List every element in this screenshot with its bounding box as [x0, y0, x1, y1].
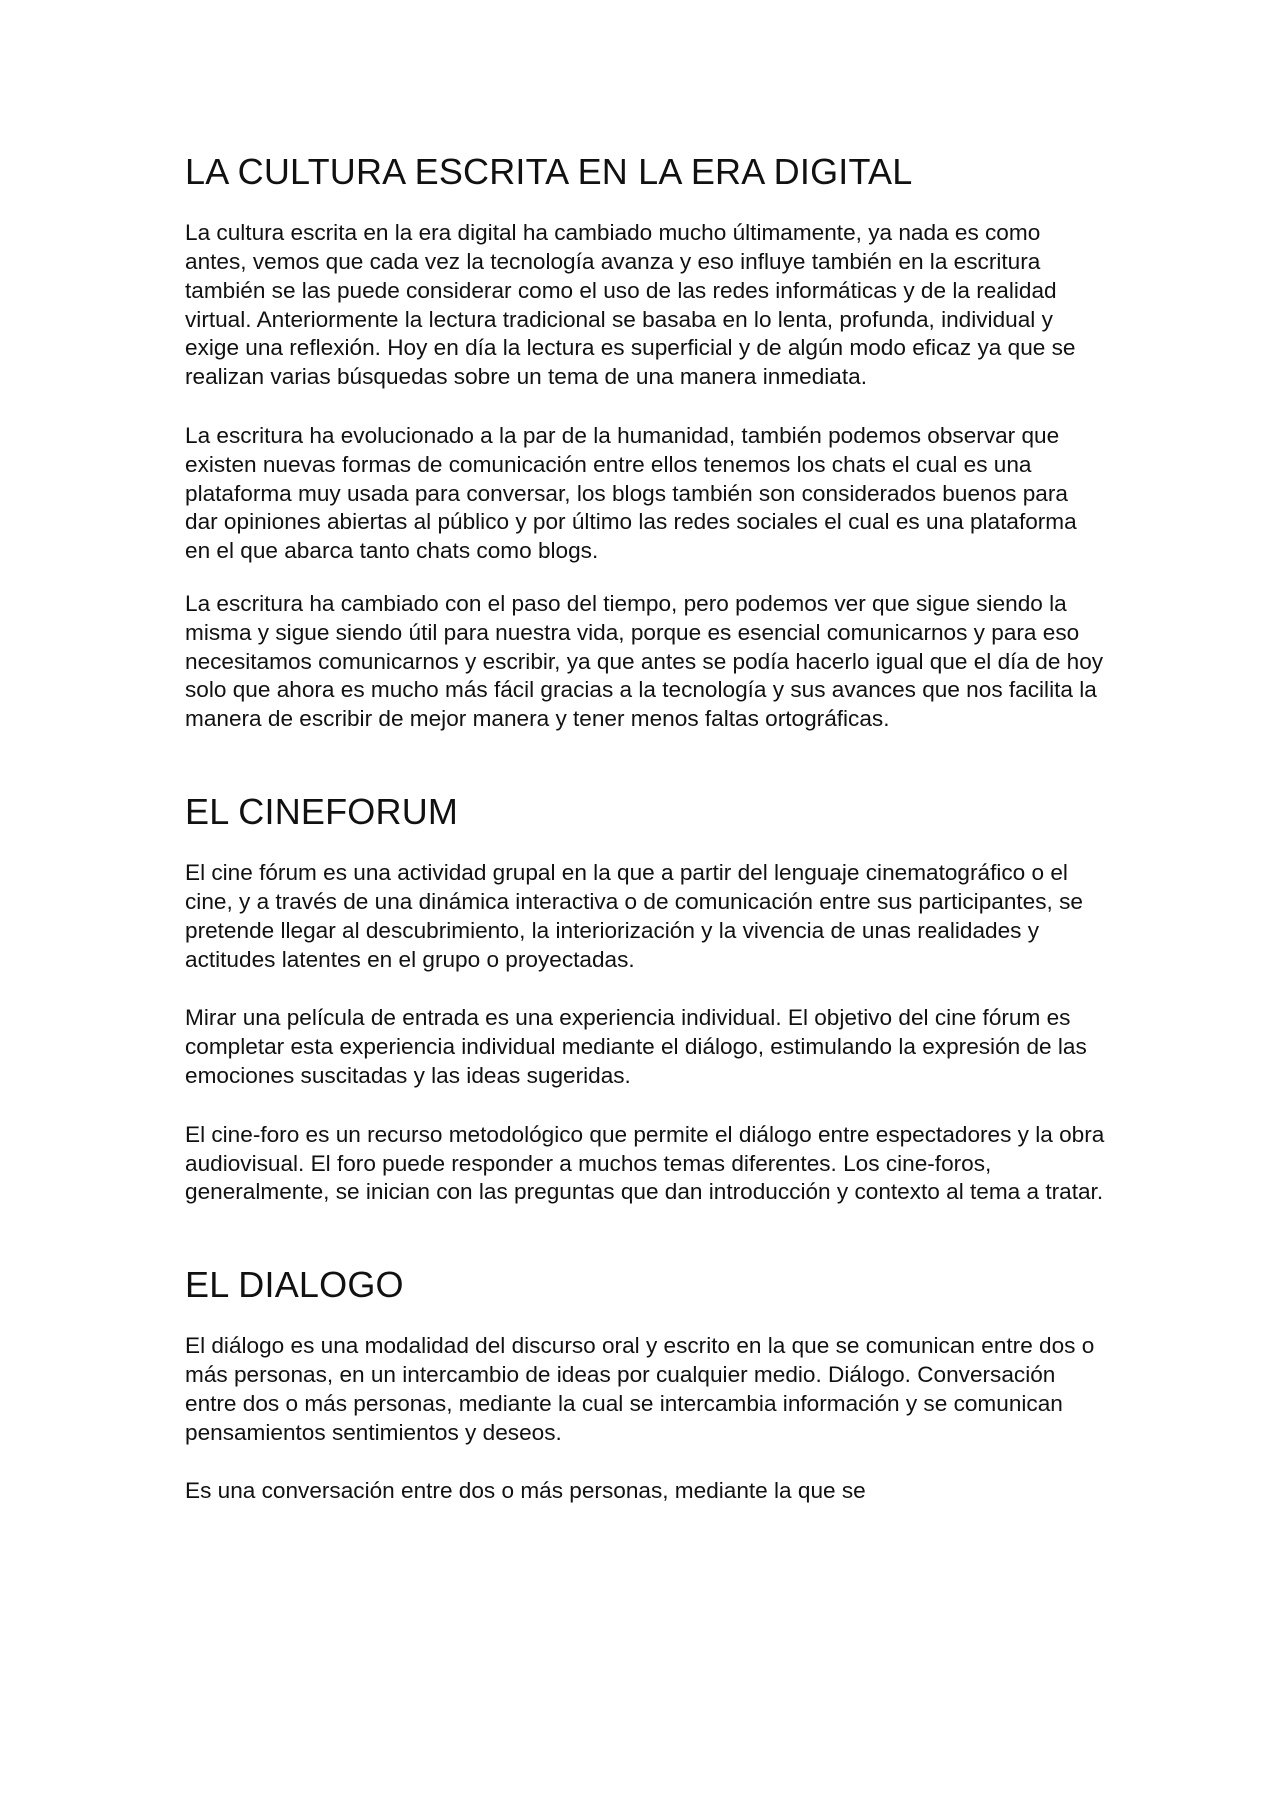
paragraph: El cine fórum es una actividad grupal en la que a partir del lenguaje cinematográfico o el cine, y a través de una dinámica interactiva o de comunicación entre sus participantes, se pretende llegar al descubrimiento, la interiorización y la vivencia de unas realidades y actitudes latentes en el grupo o proyectadas. [185, 860, 1083, 972]
section-title-dialogo: EL DIALOGO [185, 1264, 404, 1306]
paragraph: Mirar una película de entrada es una experiencia individual. El objetivo del cine fórum es completar esta experiencia individual mediante el diálogo, estimulando la expresión de las emociones suscitadas y las ideas sugeridas. [185, 1005, 1087, 1088]
document-page [185, 150, 1105, 1506]
paragraph: La escritura ha evolucionado a la par de la humanidad, también podemos observar que existen nuevas formas de comunicación entre ellos tenemos los chats el cual es una plataforma muy usada para conversar, los blogs también son considerados buenos para dar opiniones abiertas al público y por último las redes sociales el cual es una plataforma en el que abarca tanto chats como blogs. [185, 422, 1077, 564]
paragraph: El diálogo es una modalidad del discurso oral y escrito en la que se comunican entre dos o más personas, en un intercambio de ideas por cualquier medio. Diálogo. Conversación entre dos o más personas, mediante la cual se intercambia información y se comunican pensamientos sentimientos y deseos. [185, 1333, 1095, 1445]
section-title-cineforum: EL CINEFORUM [185, 790, 459, 832]
paragraph: La cultura escrita en la era digital ha cambiado mucho últimamente, ya nada es como antes, vemos que cada vez la tecnología avanza y eso influye también en la escritura también se las puede considerar como el uso de las redes informáticas y de la realidad virtual. Anteriormente la lectura tradicional se basaba en lo lenta, profunda, individual y exige una reflexión. Hoy en día la lectura es superficial y de algún modo eficaz ya que se realizan varias búsquedas sobre un tema de una manera inmediata. [185, 220, 1076, 390]
paragraph: El cine-foro es un recurso metodológico que permite el diálogo entre espectadores y la obra audiovisual. El foro puede responder a muchos temas diferentes. Los cine-foros, generalmente, se inician con las preguntas que dan introducción y contexto al tema a tratar. [185, 1121, 1105, 1205]
paragraph: La escritura ha cambiado con el paso del tiempo, pero podemos ver que sigue siendo la misma y sigue siendo útil para nuestra vida, porque es esencial comunicarnos y para eso necesitamos comunicarnos y escribir, ya que antes se podía hacerlo igual que el día de hoy solo que ahora es mucho más fácil gracias a la tecnología y sus avances que nos facilita la manera de escribir de mejor manera y tener menos faltas ortográficas. [185, 590, 1104, 732]
section-title-cultura-escrita: LA CULTURA ESCRITA EN LA ERA DIGITAL [185, 151, 913, 192]
paragraph: Es una conversación entre dos o más personas, mediante la que se [185, 1478, 866, 1504]
